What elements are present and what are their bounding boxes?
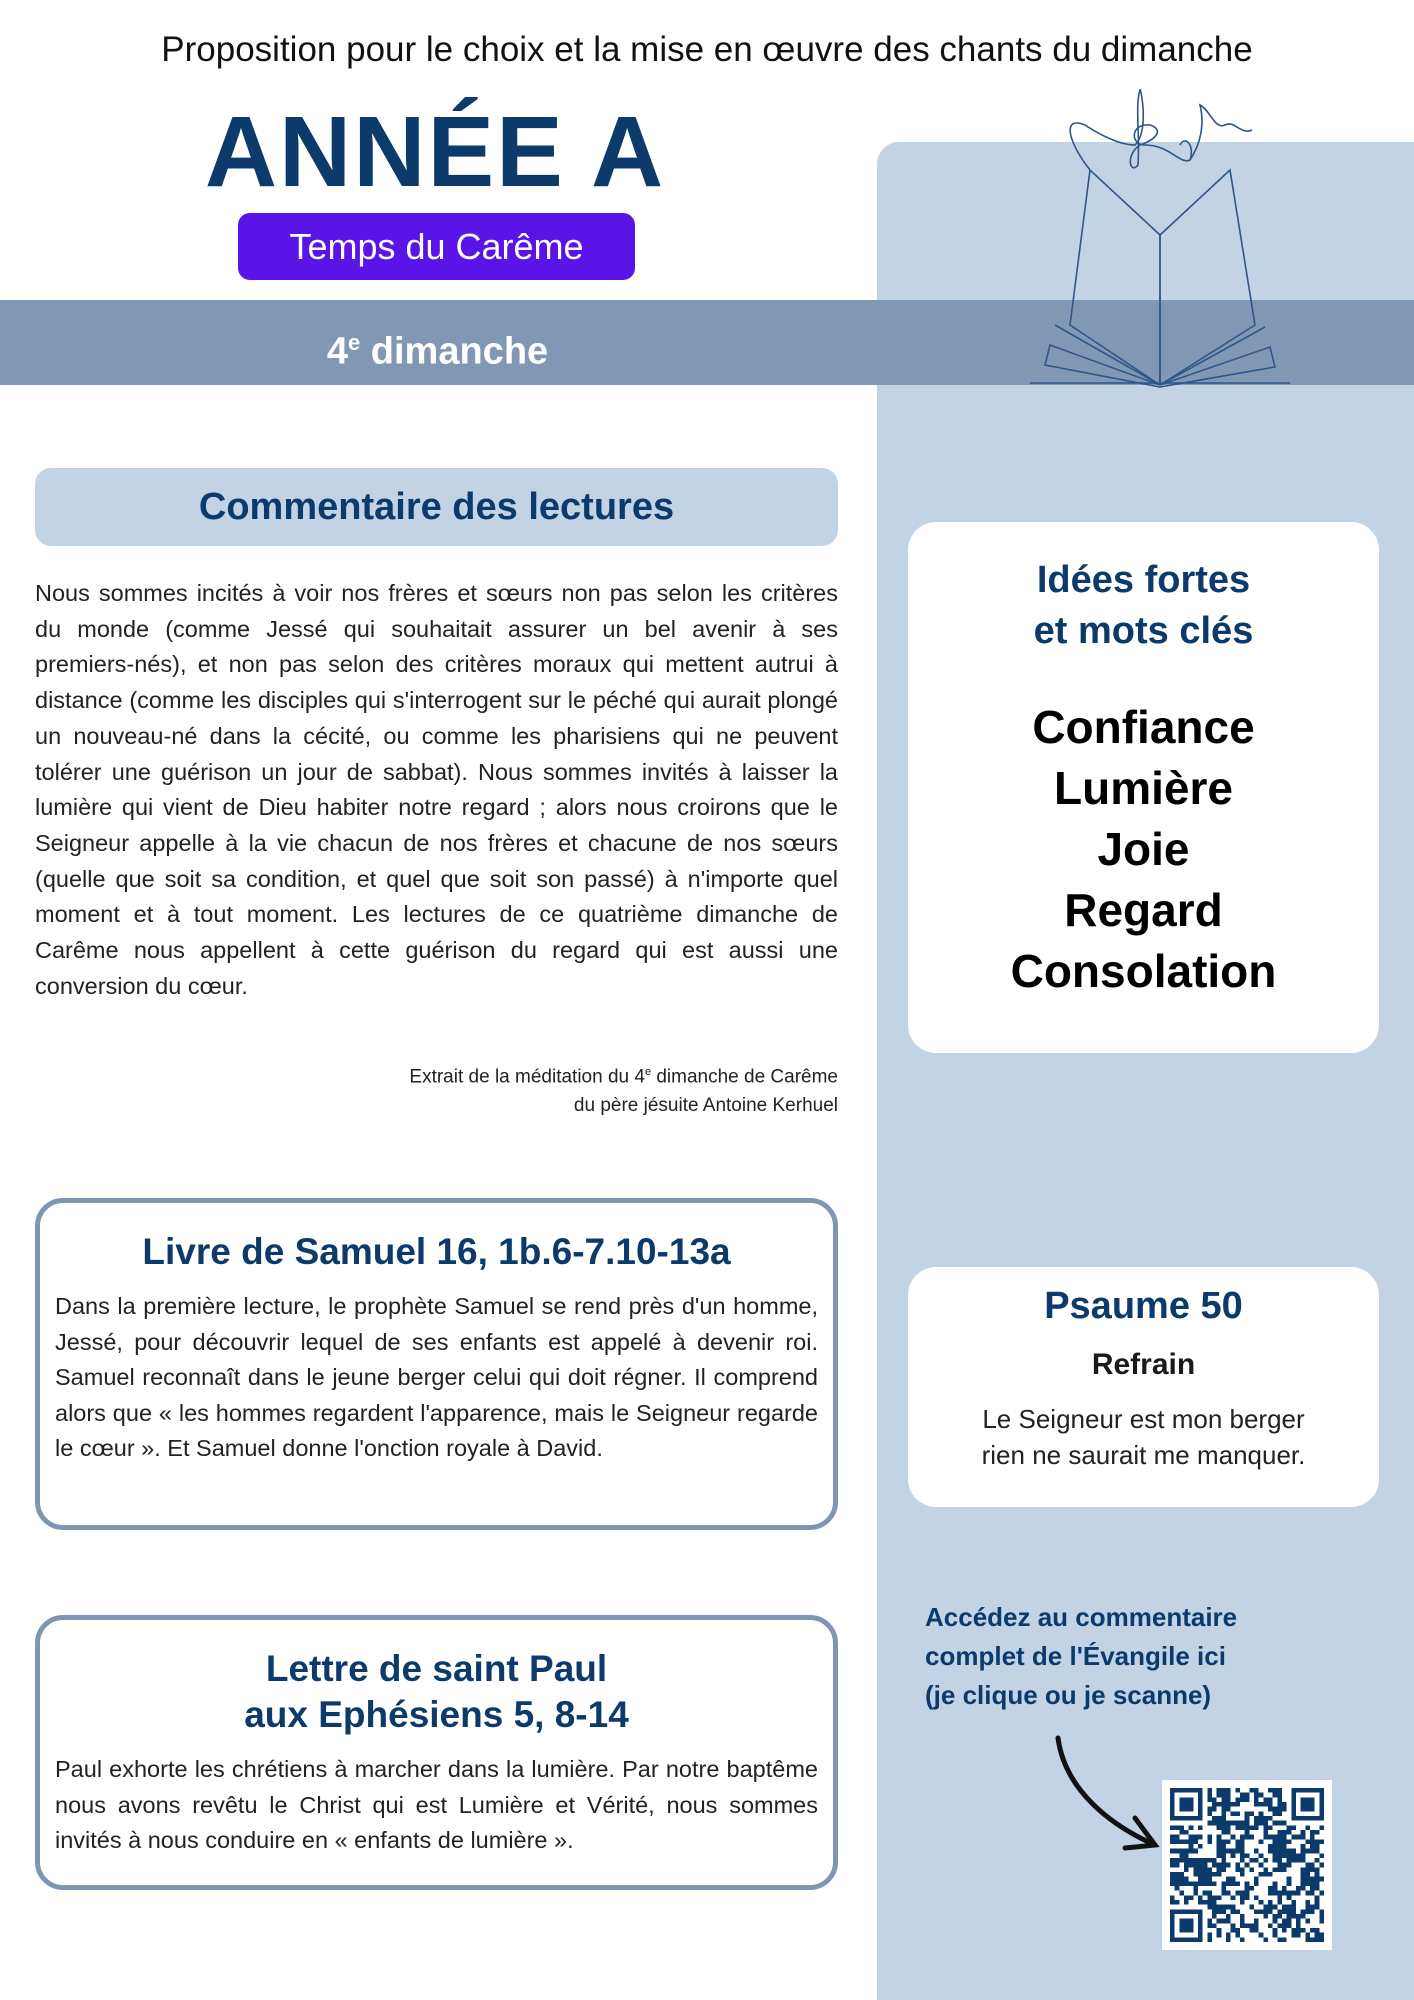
gospel-link-line[interactable]: (je clique ou je scanne) xyxy=(925,1680,1212,1710)
keyword: Confiance xyxy=(1032,701,1255,753)
gospel-link-line[interactable]: Accédez au commentaire xyxy=(925,1602,1238,1632)
attribution-author: du père jésuite Antoine Kerhuel xyxy=(573,1095,838,1117)
key-ideas-title-line: Idées fortes xyxy=(1036,559,1251,601)
refrain-label: Refrain xyxy=(1091,1348,1196,1381)
key-ideas-title xyxy=(908,555,1379,657)
psalm-card xyxy=(908,1267,1379,1507)
year-title: ANNÉE A xyxy=(204,96,666,208)
key-ideas-title-line: et mots clés xyxy=(1033,610,1254,652)
reading-card-samuel xyxy=(35,1198,838,1530)
reading-body: Dans la première lecture, le prophète Samuel se rend près d'un homme, Jessé, pour découvrir lequel de ses enfants est appelé à devenir roi. Samuel reconnaît dans le jeune berger celui qui doit régner. Il comprend alors que « les hommes regardent l'apparence, mais le Seigneur regarde le cœur ». Et Samuel donne l'onction royale à David. xyxy=(55,1293,818,1461)
book-music-icon xyxy=(1030,85,1290,390)
attribution-text: Extrait de la méditation du 4 xyxy=(409,1066,645,1088)
commentary-attribution xyxy=(35,1058,838,1120)
refrain-line: rien ne saurait me manquer. xyxy=(981,1440,1306,1470)
page-subtitle: Proposition pour le choix et la mise en œuvre des chants du dimanche xyxy=(161,30,1253,69)
key-ideas-card xyxy=(908,522,1379,1053)
season-badge: Temps du Carême xyxy=(238,213,635,280)
attribution-sup: e xyxy=(644,1066,652,1078)
qr-code-image[interactable] xyxy=(1170,1788,1324,1942)
sunday-text: dimanche xyxy=(360,330,549,373)
reading-title: Livre de Samuel 16, 1b.6-7.10-13a xyxy=(142,1231,731,1272)
right-panel xyxy=(877,142,1414,2000)
gospel-link[interactable] xyxy=(925,1598,1365,1715)
keywords-list xyxy=(908,697,1379,1002)
gospel-link-line[interactable]: complet de l'Évangile ici xyxy=(925,1641,1226,1671)
reading-title xyxy=(55,1646,818,1738)
sunday-label xyxy=(0,300,875,385)
curved-arrow-icon xyxy=(1040,1730,1170,1860)
commentary-body: Nous sommes incités à voir nos frères et sœurs non pas selon les critères du monde (comme Jessé qui souhaitait assurer un bel avenir à ses premiers-nés), et non pas selon des critères moraux qui mettent autrui à distance (comme les disciples qui s'interrogent sur le péché qui aurait plongé un nouveau-né dans la cécité, ou comme les pharisiens qui ne peuvent tolérer une guérison un jour de sabbat). Nous sommes invités à laisser la lumière qui vient de Dieu habiter notre regard ; alors nous croirons que le Seigneur appelle à la vie chacun de nos frères et chacune de nos sœurs (quelle que soit sa condition, et quel que soit son passé) à n'importe quel moment et à tout moment. Les lectures de ce quatrième dimanche de Carême nous appellent à cette guérison du regard qui est aussi une conversion du cœur. xyxy=(35,580,838,999)
reading-title-line: aux Ephésiens 5, 8-14 xyxy=(244,1694,629,1735)
keyword: Regard xyxy=(1064,884,1223,936)
commentary-heading: Commentaire des lectures xyxy=(35,468,838,546)
keyword: Lumière xyxy=(1054,762,1233,814)
reading-card-paul xyxy=(35,1615,838,1890)
reading-body: Paul exhorte les chrétiens à marcher dans la lumière. Par notre baptême nous avons revêtu le Christ qui est Lumière et Vérité, nous sommes invités à nous conduire en « enfants de lumière ». xyxy=(55,1756,818,1853)
reading-title-line: Lettre de saint Paul xyxy=(265,1648,608,1689)
sunday-number: 4 xyxy=(326,330,348,373)
keyword: Consolation xyxy=(1010,945,1277,997)
keyword: Joie xyxy=(1097,823,1190,875)
refrain-line: Le Seigneur est mon berger xyxy=(982,1404,1305,1434)
refrain-text xyxy=(908,1401,1379,1473)
qr-code[interactable] xyxy=(1162,1780,1332,1950)
psalm-title: Psaume 50 xyxy=(1044,1285,1243,1327)
sunday-suffix: e xyxy=(347,330,361,355)
attribution-text: dimanche de Carême xyxy=(651,1066,838,1088)
